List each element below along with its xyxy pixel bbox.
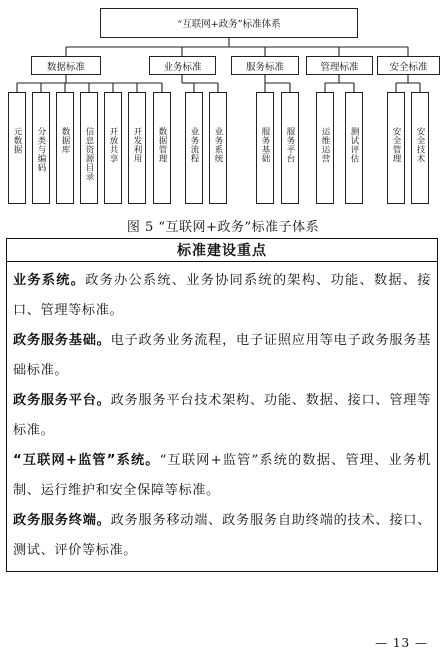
leaf-label: 服务基础 [260, 127, 270, 163]
leaf-label: 分类与编码 [36, 127, 46, 172]
panel-body [7, 262, 437, 566]
leaf-node [387, 92, 405, 204]
category-label: 服务标准 [245, 61, 284, 73]
paragraph-lead: “互联网+监管”系统。 [13, 453, 160, 468]
figure-caption: 图 5 “互联网+政务”标准子体系 [126, 220, 320, 235]
leaf-node [80, 92, 98, 204]
leaf-node [256, 92, 274, 204]
category-label: 管理标准 [320, 61, 359, 73]
leaf-node [185, 92, 203, 204]
leaf-node [56, 92, 74, 204]
paragraph-lead: 业务系统。 [13, 273, 86, 288]
leaf-node [209, 92, 227, 204]
leaf-label: 业务流程 [189, 127, 199, 163]
paragraph-lead: 政务服务平台。 [13, 393, 111, 408]
leaf-node [281, 92, 299, 204]
leaf-node [128, 92, 146, 204]
leaf-label: 开发利用 [132, 127, 142, 163]
leaf-label: 安全技术 [415, 127, 425, 163]
key-points-panel [6, 238, 438, 572]
leaf-node [345, 92, 363, 204]
paragraph-lead: 政务服务终端。 [13, 513, 111, 528]
leaf-node [316, 92, 334, 204]
leaf-node [104, 92, 122, 204]
category-label: 安全标准 [389, 61, 428, 73]
category-node-management [306, 56, 373, 75]
root-node [100, 8, 358, 38]
leaf-label: 数据管理 [157, 127, 167, 163]
paragraph-lead: 政务服务基础。 [13, 333, 111, 348]
paragraph [13, 386, 431, 446]
category-node-business [149, 56, 216, 75]
leaf-node [8, 92, 26, 204]
leaf-label: 服务平台 [285, 127, 295, 163]
paragraph [13, 506, 431, 566]
leaf-label: 测试评估 [349, 127, 359, 163]
paragraph-text: “互联网+监管”系统的数据、管理、业务机制、运行维护和安全保障等标准。 [13, 453, 431, 498]
category-label: 业务标准 [163, 61, 202, 73]
paragraph [13, 446, 431, 506]
leaf-label: 数据库 [60, 127, 70, 154]
leaf-label: 业务系统 [213, 127, 223, 163]
category-label: 数据标准 [46, 61, 85, 73]
leaf-label: 安全管理 [391, 127, 401, 163]
category-node-security [377, 56, 440, 75]
leaf-node [32, 92, 50, 204]
panel-title: 标准建设重点 [7, 239, 437, 262]
leaf-node [153, 92, 171, 204]
paragraph-text: 电子政务业务流程，电子证照应用等电子政务服务基础标准。 [13, 333, 431, 378]
leaf-label: 运维运营 [320, 127, 330, 163]
paragraph [13, 326, 431, 386]
paragraph-text: 政务服务平台技术架构、功能、数据、接口、管理等标准。 [13, 393, 431, 438]
paragraph-text: 政务办公系统、业务协同系统的架构、功能、数据、接口、管理等标准。 [13, 273, 431, 318]
leaf-node [411, 92, 429, 204]
category-node-service [231, 56, 299, 75]
category-node-data [31, 56, 101, 75]
root-node-label: “互联网+政务”标准体系 [177, 19, 281, 30]
leaf-label: 元数据 [12, 127, 22, 154]
page-number: — 13 — [375, 636, 428, 650]
leaf-label: 开放共享 [108, 127, 118, 163]
paragraph [13, 266, 431, 326]
leaf-label: 信息资源目录 [84, 127, 94, 181]
paragraph-text: 政务服务移动端、政务服务自助终端的技术、接口、测试、评价等标准。 [13, 513, 431, 558]
